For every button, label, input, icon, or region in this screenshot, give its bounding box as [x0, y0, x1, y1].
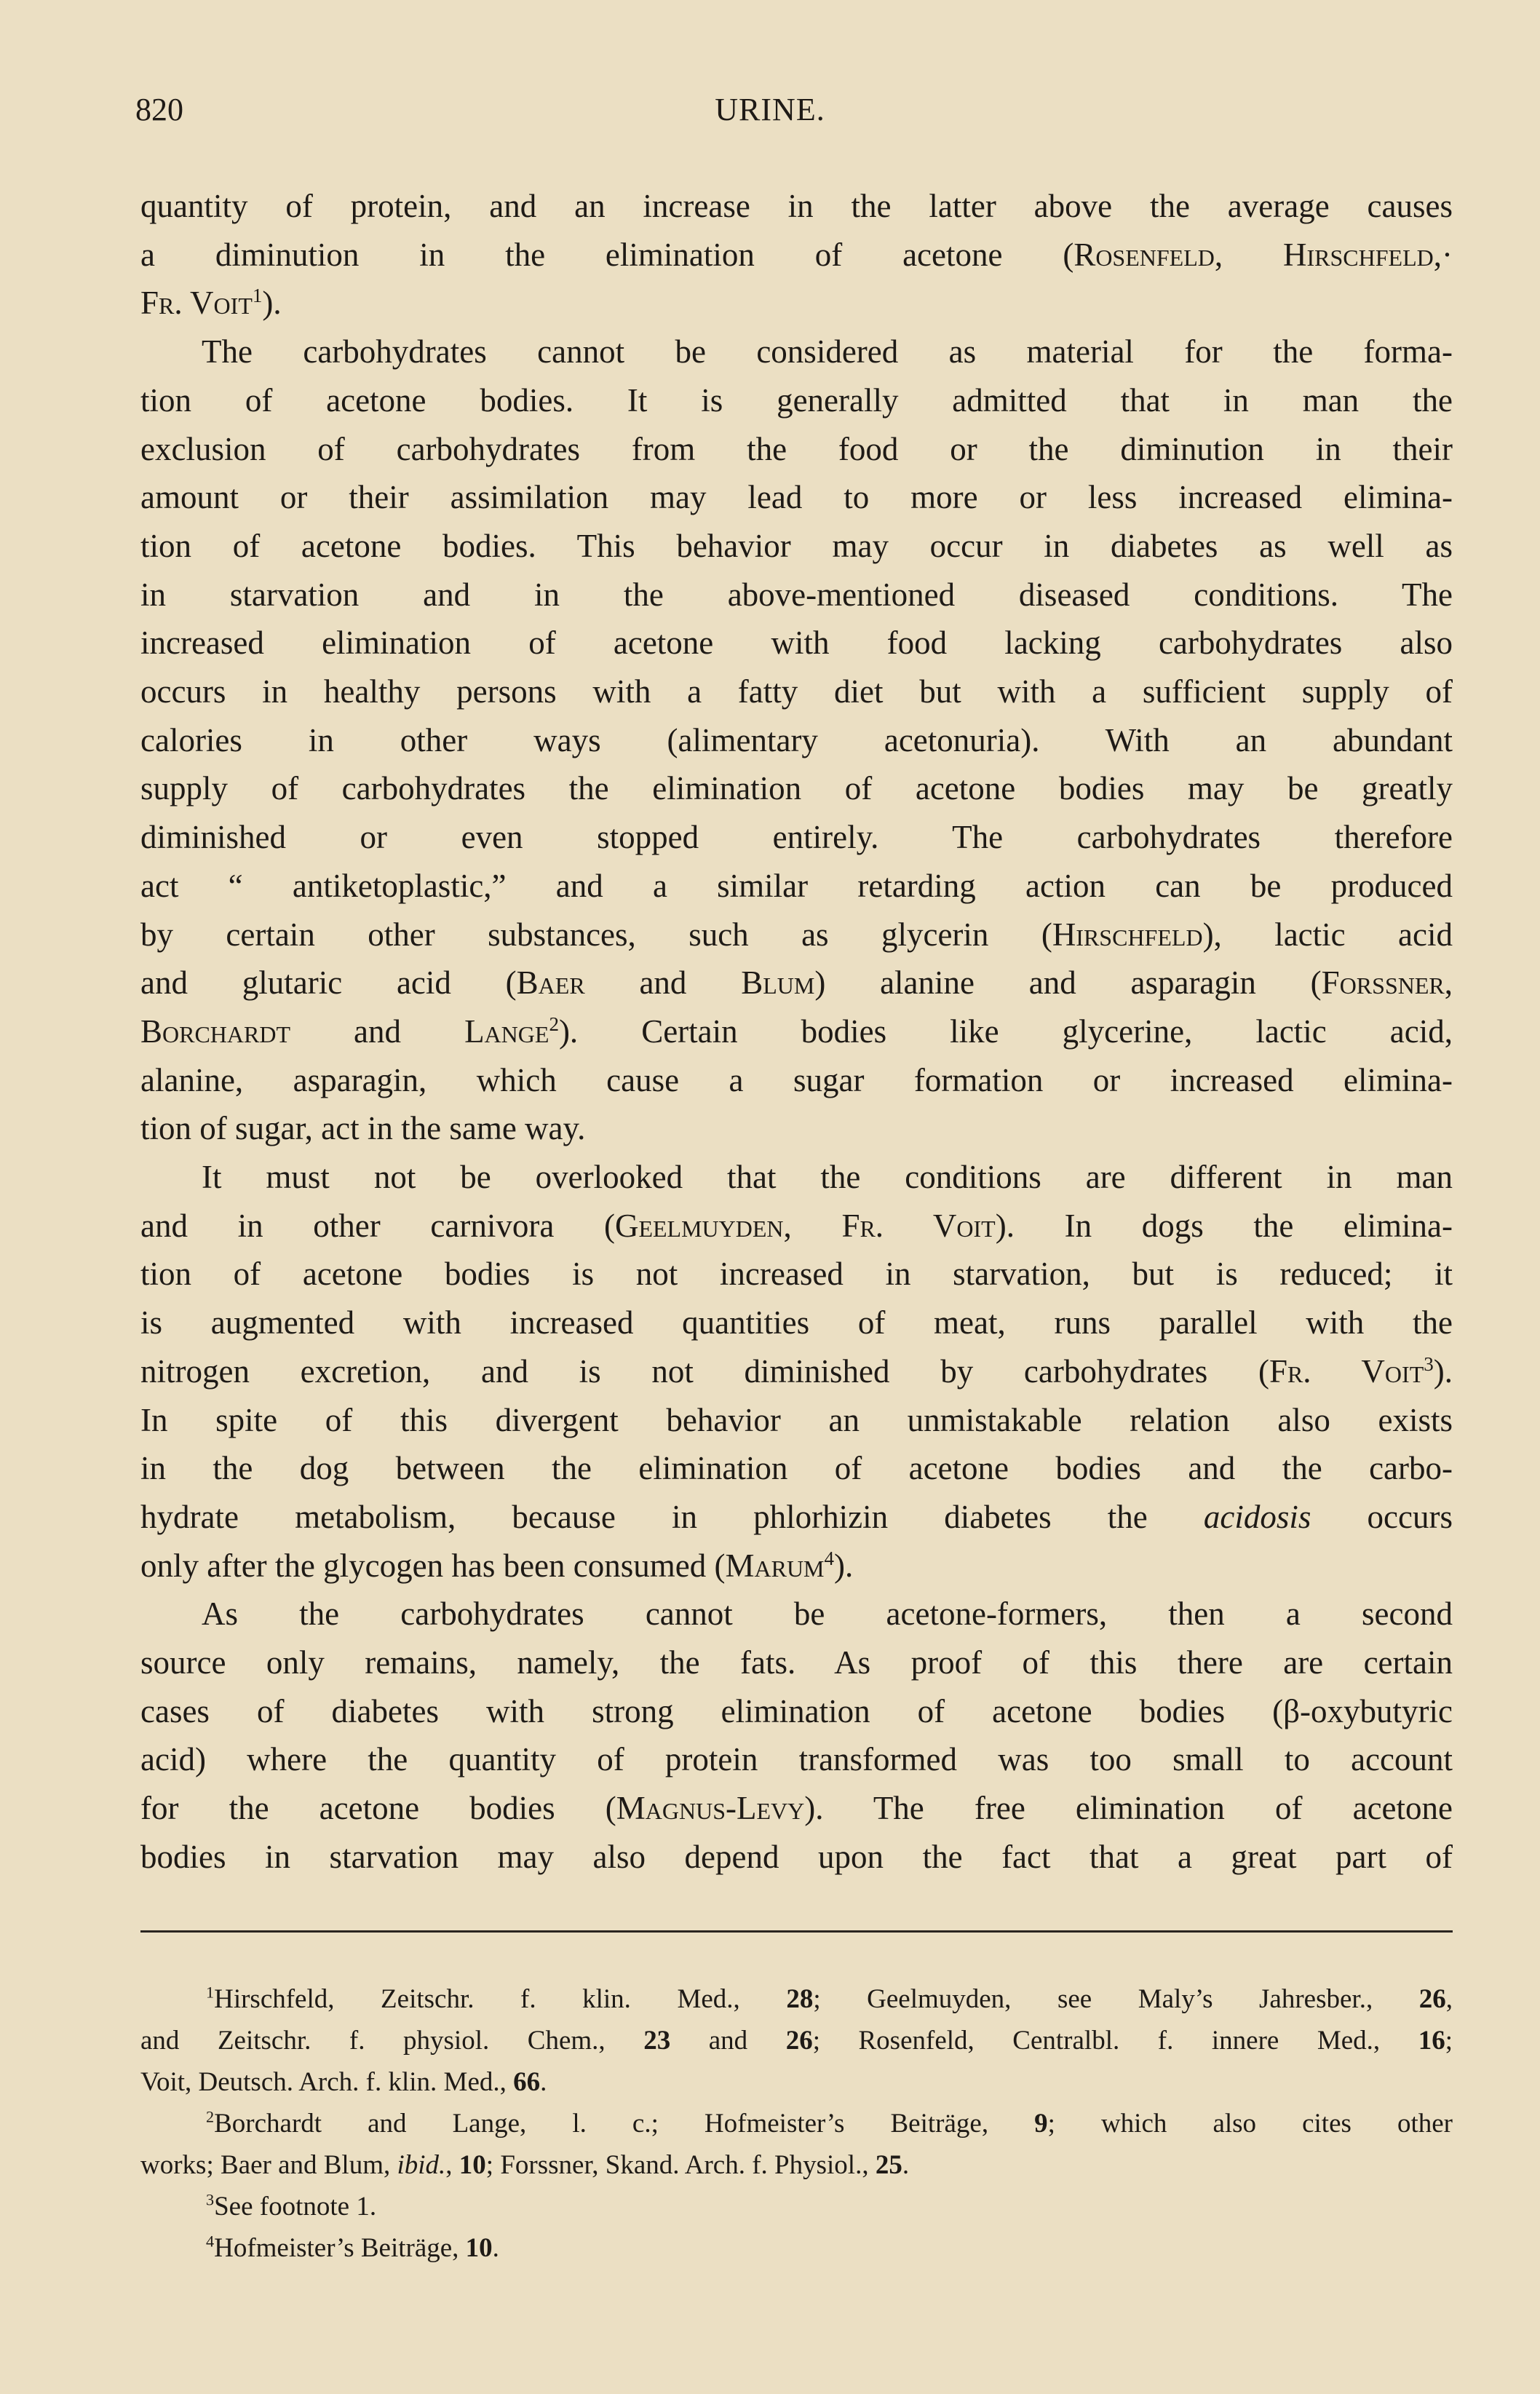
footnote-line	[206, 2227, 1453, 2269]
author-name: Geelmuyden	[614, 1207, 784, 1244]
text-run: See footnote 1.	[214, 2192, 377, 2221]
text-run: tion of acetone bodies is not increased in starvation, but is reduced; it	[140, 1256, 1453, 1293]
footnote-ref: 4	[824, 1547, 835, 1569]
text-run: .	[902, 2150, 910, 2180]
footnote-line	[140, 2144, 1453, 2186]
text-line	[140, 1202, 1453, 1250]
text-line	[140, 1007, 1453, 1055]
text-line	[140, 473, 1453, 521]
author-name: Blum	[741, 964, 815, 1002]
text-run: tion of acetone bodies. This behavior may occur in diabetes as well as	[140, 527, 1453, 564]
footnote-line	[140, 2020, 1453, 2061]
author-name: Baer	[516, 964, 585, 1002]
text-run: ).	[834, 1547, 854, 1584]
volume-number: 10	[459, 2150, 486, 2180]
volume-number: 26	[1418, 1984, 1446, 2014]
text-run: quantity of protein, and an increase in the latter above the average causes	[140, 188, 1453, 224]
text-run: ). Certain bodies like glycerine, lactic acid,	[558, 1012, 1453, 1050]
text-run: occurs	[1311, 1498, 1453, 1535]
text-run: occurs in healthy persons with a fatty diet but with a sufficient supply of	[140, 673, 1453, 710]
footnote-line	[206, 2103, 1453, 2144]
volume-number: 10	[465, 2233, 493, 2263]
text-line	[140, 1347, 1453, 1395]
footnote-ref: 1	[206, 1983, 215, 2002]
author-name: Fr. Voit	[841, 1207, 996, 1244]
footnote-ref: 3	[1424, 1352, 1434, 1375]
text-run: ,	[445, 2150, 459, 2180]
text-run: nitrogen excretion, and is not diminished by carbohydrates (	[140, 1352, 1269, 1390]
text-line	[140, 425, 1453, 473]
text-run: .	[540, 2067, 547, 2097]
author-name: Hirschfeld	[1052, 916, 1203, 953]
text-line	[140, 619, 1453, 667]
text-line	[140, 231, 1453, 279]
text-line	[140, 1299, 1453, 1347]
footnote-line	[206, 1978, 1453, 2020]
text-run: increased elimination of acetone with food lacking carbohydrates also	[140, 625, 1453, 662]
text-run: is augmented with increased quantities of meat, runs parallel with the	[140, 1304, 1453, 1341]
text-run: for the acetone bodies (	[140, 1790, 616, 1827]
text-run: hydrate metabolism, because in phlorhizin diabetes the	[140, 1498, 1204, 1535]
text-run: The carbohydrates cannot be considered as material for the forma-	[202, 333, 1453, 370]
text-line	[140, 813, 1453, 861]
text-run: cases of diabetes with strong elimination of acetone bodies (β-oxybutyric	[140, 1692, 1453, 1729]
footnote-line	[140, 2061, 1453, 2103]
text-run: ). The free elimination of acetone	[804, 1790, 1453, 1827]
text-run: in the dog between the elimination of acetone bodies and the carbo-	[140, 1450, 1453, 1487]
author-name: Magnus-Levy	[616, 1790, 805, 1827]
text-run: ).	[262, 285, 282, 322]
text-run: ,	[1444, 964, 1453, 1002]
author-name: Fr. Voit	[140, 285, 253, 322]
text-run: and	[290, 1012, 465, 1050]
footnote-ref: 2	[206, 2107, 215, 2126]
text-run: exclusion of carbohydrates from the food or the diminution in their	[140, 430, 1453, 467]
text-line	[140, 1104, 1453, 1152]
footnote-line	[206, 2186, 1453, 2227]
text-run: tion of sugar, act in the same way.	[140, 1110, 586, 1147]
text-run: ) alanine and asparagin (	[814, 964, 1322, 1002]
text-run: ,	[1445, 1984, 1453, 2014]
text-run: acid) where the quantity of protein transformed was too small to account	[140, 1741, 1453, 1778]
text-run: and Zeitschr. f. physiol. Chem.,	[140, 2026, 644, 2056]
volume-number: 16	[1418, 2026, 1445, 2056]
text-line	[140, 959, 1453, 1007]
text-run: and	[584, 964, 742, 1002]
text-line	[140, 667, 1453, 716]
text-run: It must not be overlooked that the conditions are different in man	[202, 1159, 1453, 1195]
author-name: Borchardt	[140, 1012, 291, 1050]
page-number: 820	[135, 92, 183, 127]
text-run: ,·	[1433, 236, 1453, 273]
italic-text: acidosis	[1203, 1498, 1311, 1535]
text-run: alanine, asparagin, which cause a sugar formation or increased elimina-	[140, 1061, 1453, 1098]
footnote-ref: 4	[206, 2232, 215, 2251]
volume-number: 66	[513, 2067, 541, 2097]
text-run: act “ antiketoplastic,” and a similar retarding action can be produced	[140, 867, 1453, 904]
text-line	[140, 1784, 1453, 1832]
text-line	[140, 1444, 1453, 1492]
author-name: Forssner	[1321, 964, 1445, 1002]
text-run: ).	[1433, 1352, 1453, 1390]
text-run: ; which also cites other	[1047, 2109, 1453, 2139]
author-name: Marum	[725, 1547, 825, 1584]
text-run: Voit, Deutsch. Arch. f. klin. Med.,	[140, 2067, 514, 2097]
text-line	[140, 571, 1453, 619]
text-run: amount or their assimilation may lead to more or less increased elimina-	[140, 479, 1453, 516]
text-run: Hirschfeld, Zeitschr. f. klin. Med.,	[214, 1984, 787, 2014]
text-run: ; Rosenfeld, Centralbl. f. innere Med.,	[812, 2026, 1418, 2056]
text-run: source only remains, namely, the fats. As proof of this there are certain	[140, 1644, 1453, 1681]
footnote-ref: 1	[252, 285, 263, 307]
text-run: works; Baer and Blum,	[140, 2150, 397, 2180]
text-line	[140, 522, 1453, 570]
text-run: ; Geelmuyden, see Maly’s Jahresber.,	[813, 1984, 1419, 2014]
author-name: Rosenfeld	[1073, 236, 1215, 273]
text-run: and glutaric acid (	[140, 964, 517, 1002]
text-run: ,	[783, 1207, 842, 1244]
text-run: tion of acetone bodies. It is generally admitted that in man the	[140, 381, 1453, 419]
text-line	[140, 182, 1453, 230]
text-run: a diminution in the elimination of acetone (	[140, 236, 1074, 273]
text-run: by certain other substances, such as glycerin (	[140, 916, 1052, 953]
text-run: ). In dogs the elimina-	[995, 1207, 1453, 1244]
italic-text: ibid.	[397, 2150, 446, 2180]
text-line	[202, 1590, 1453, 1638]
text-line	[140, 862, 1453, 910]
text-run: ), lactic acid	[1202, 916, 1453, 953]
volume-number: 23	[643, 2026, 671, 2056]
author-name: Hirschfeld	[1283, 236, 1434, 273]
text-line	[140, 1833, 1453, 1881]
text-run: .	[492, 2233, 499, 2263]
text-line	[140, 716, 1453, 764]
text-line	[140, 1396, 1453, 1444]
volume-number: 28	[786, 1984, 814, 2014]
text-run: supply of carbohydrates the elimination of acetone bodies may be greatly	[140, 770, 1453, 807]
volume-number: 26	[785, 2026, 813, 2056]
author-name: Fr. Voit	[1269, 1352, 1424, 1390]
text-run: calories in other ways (alimentary acetonuria). With an abundant	[140, 721, 1453, 758]
footnote-divider	[140, 1930, 1453, 1933]
text-line	[140, 1638, 1453, 1686]
text-run: As the carbohydrates cannot be acetone-formers, then a second	[202, 1596, 1453, 1633]
text-line	[140, 1687, 1453, 1735]
text-line	[140, 1493, 1453, 1541]
text-run: Hofmeister’s Beiträge,	[214, 2233, 466, 2263]
text-line	[202, 1153, 1453, 1201]
text-line	[140, 764, 1453, 812]
text-run: ; Forssner, Skand. Arch. f. Physiol.,	[485, 2150, 876, 2180]
text-line	[140, 1542, 1453, 1590]
text-run: ;	[1445, 2026, 1453, 2056]
text-line	[140, 1056, 1453, 1104]
text-run: only after the glycogen has been consumed (	[140, 1547, 726, 1584]
volume-number: 25	[875, 2150, 902, 2180]
text-run: in starvation and in the above-mentioned diseased conditions. The	[140, 576, 1453, 613]
text-line	[140, 911, 1453, 959]
text-run: bodies in starvation may also depend upon the fact that a great part of	[140, 1838, 1453, 1875]
text-run: diminished or even stopped entirely. The carbohydrates therefore	[140, 819, 1453, 856]
text-run: ,	[1214, 236, 1283, 273]
text-line	[140, 279, 1453, 327]
text-line	[140, 1735, 1453, 1783]
text-run: In spite of this divergent behavior an unmistakable relation also exists	[140, 1401, 1453, 1438]
text-line	[140, 376, 1453, 424]
text-run: and in other carnivora (	[140, 1207, 615, 1244]
text-run: and	[670, 2026, 786, 2056]
running-title: URINE.	[715, 92, 825, 127]
text-line	[202, 328, 1453, 376]
text-line	[140, 1250, 1453, 1298]
text-run: Borchardt and Lange, l. c.; Hofmeister’s Beiträge,	[214, 2109, 1035, 2139]
volume-number: 9	[1034, 2109, 1048, 2139]
footnote-ref: 2	[549, 1012, 559, 1035]
author-name: Lange	[464, 1012, 549, 1050]
footnote-ref: 3	[206, 2190, 215, 2209]
